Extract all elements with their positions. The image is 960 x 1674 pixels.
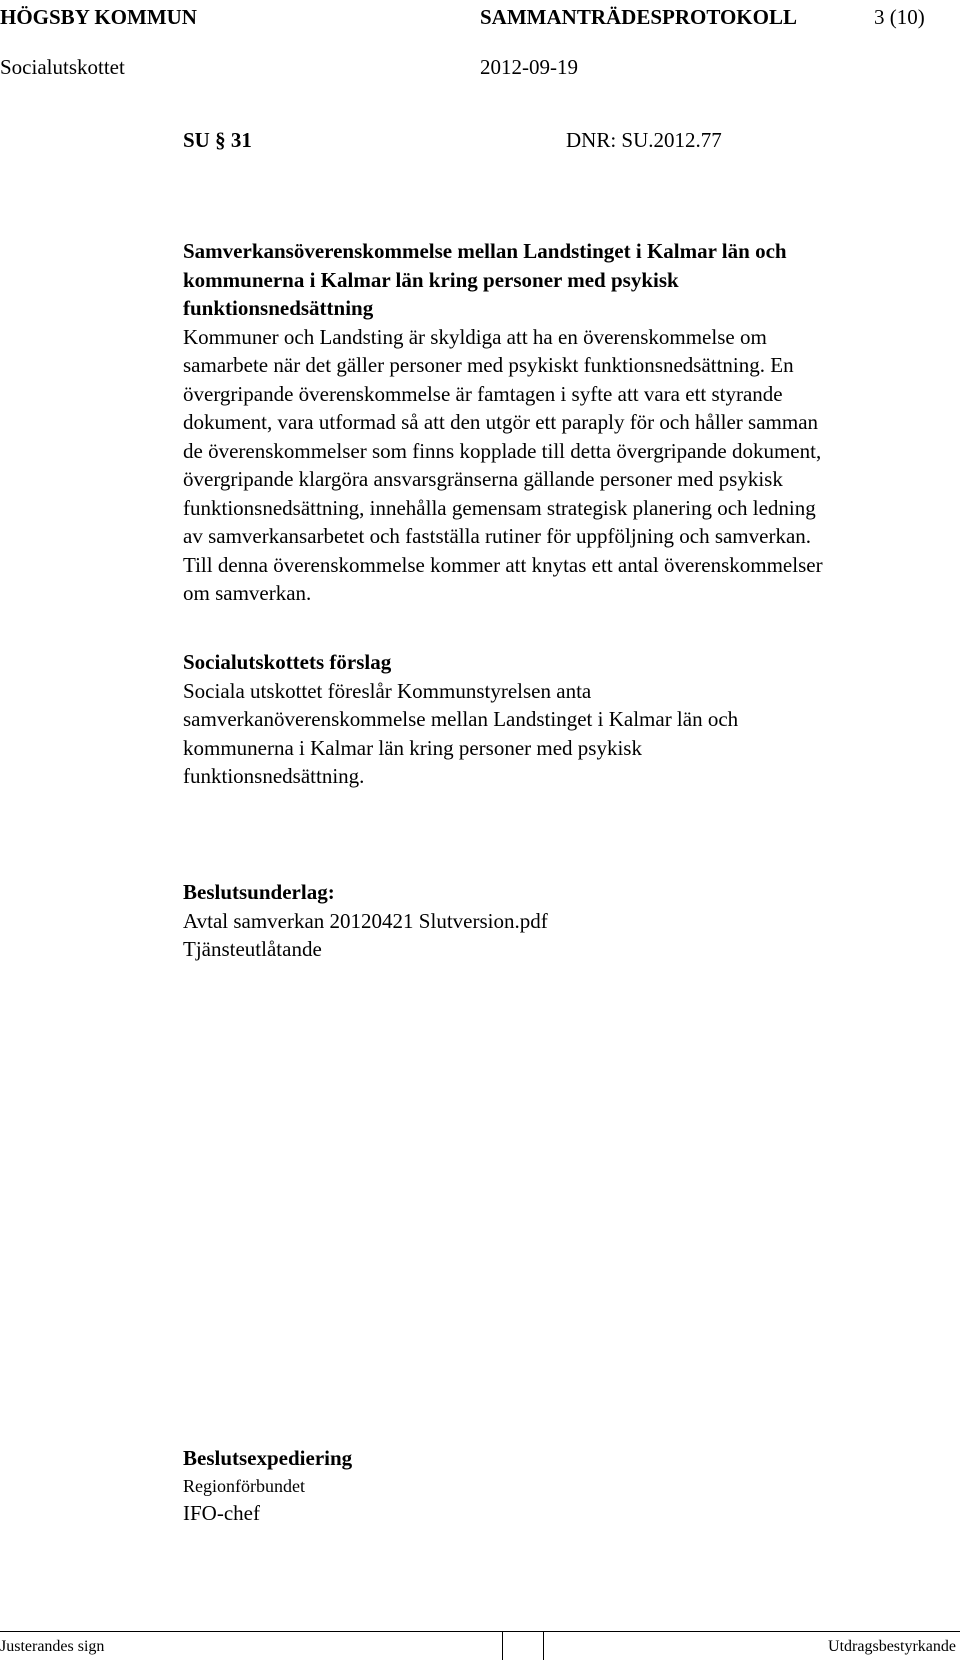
- case-dnr: DNR: SU.2012.77: [566, 128, 722, 152]
- main-body: Kommuner och Landsting är skyldiga att ha en överenskommelse om samarbete när det gäller personer med psykiskt funktionsnedsättning. En övergripande överenskommelse är famtagen i syfte att vara ett styrande dokument, vara utformad så att den utgör ett paraply för och håller samman de överenskommelser som finns kopplade till detta övergripande dokument, övergripande klargöra ansvarsgränserna gällande personer med psykisk funktionsnedsättning, innehålla gemensam strategisk planering och ledning av samverkansarbetet och fastställa rutiner för uppföljning och samverkan. Till denna överenskommelse kommer att knytas ett antal överenskommelser om samverkan.: [183, 324, 823, 605]
- main-section: [183, 237, 953, 608]
- proposal-heading: Socialutskottets förslag: [183, 650, 392, 674]
- dispatch-item: IFO-chef: [183, 1500, 260, 1525]
- case-number: SU § 31: [183, 128, 252, 152]
- signature-footer: [0, 1631, 960, 1662]
- document-type: SAMMANTRÄDESPROTOKOLL: [480, 5, 797, 29]
- basis-item: Tjänsteutlåtande: [183, 937, 322, 961]
- basis-heading: Beslutsunderlag:: [183, 880, 335, 904]
- proposal-text: Sociala utskottet föreslår Kommunstyrelsen anta samverkanöverenskommelse mellan Landstinget i Kalmar län och kommunerna i Kalmar län kring personer med psykisk funktionsnedsättning.: [183, 678, 739, 788]
- basis-section: [183, 878, 953, 964]
- meeting-date: 2012-09-19: [480, 55, 578, 79]
- dispatch-item: Regionförbundet: [183, 1475, 305, 1496]
- proposal-section: [183, 648, 953, 791]
- dispatch-heading: Beslutsexpediering: [183, 1446, 353, 1470]
- dispatch-section: [183, 1444, 953, 1527]
- signature-box: [502, 1632, 544, 1660]
- committee-name: Socialutskottet: [0, 55, 125, 79]
- main-title: Samverkansöverenskommelse mellan Landstinget i Kalmar län och kommunerna i Kalmar län kring personer med psykisk funktionsnedsättning: [183, 239, 787, 320]
- municipality-name: HÖGSBY KOMMUN: [0, 5, 197, 29]
- page-number: 3 (10): [874, 5, 925, 29]
- certification-label: Utdragsbestyrkande: [828, 1638, 956, 1655]
- basis-item: Avtal samverkan 20120421 Slutversion.pdf: [183, 908, 548, 933]
- initials-label: Justerandes sign: [0, 1638, 105, 1655]
